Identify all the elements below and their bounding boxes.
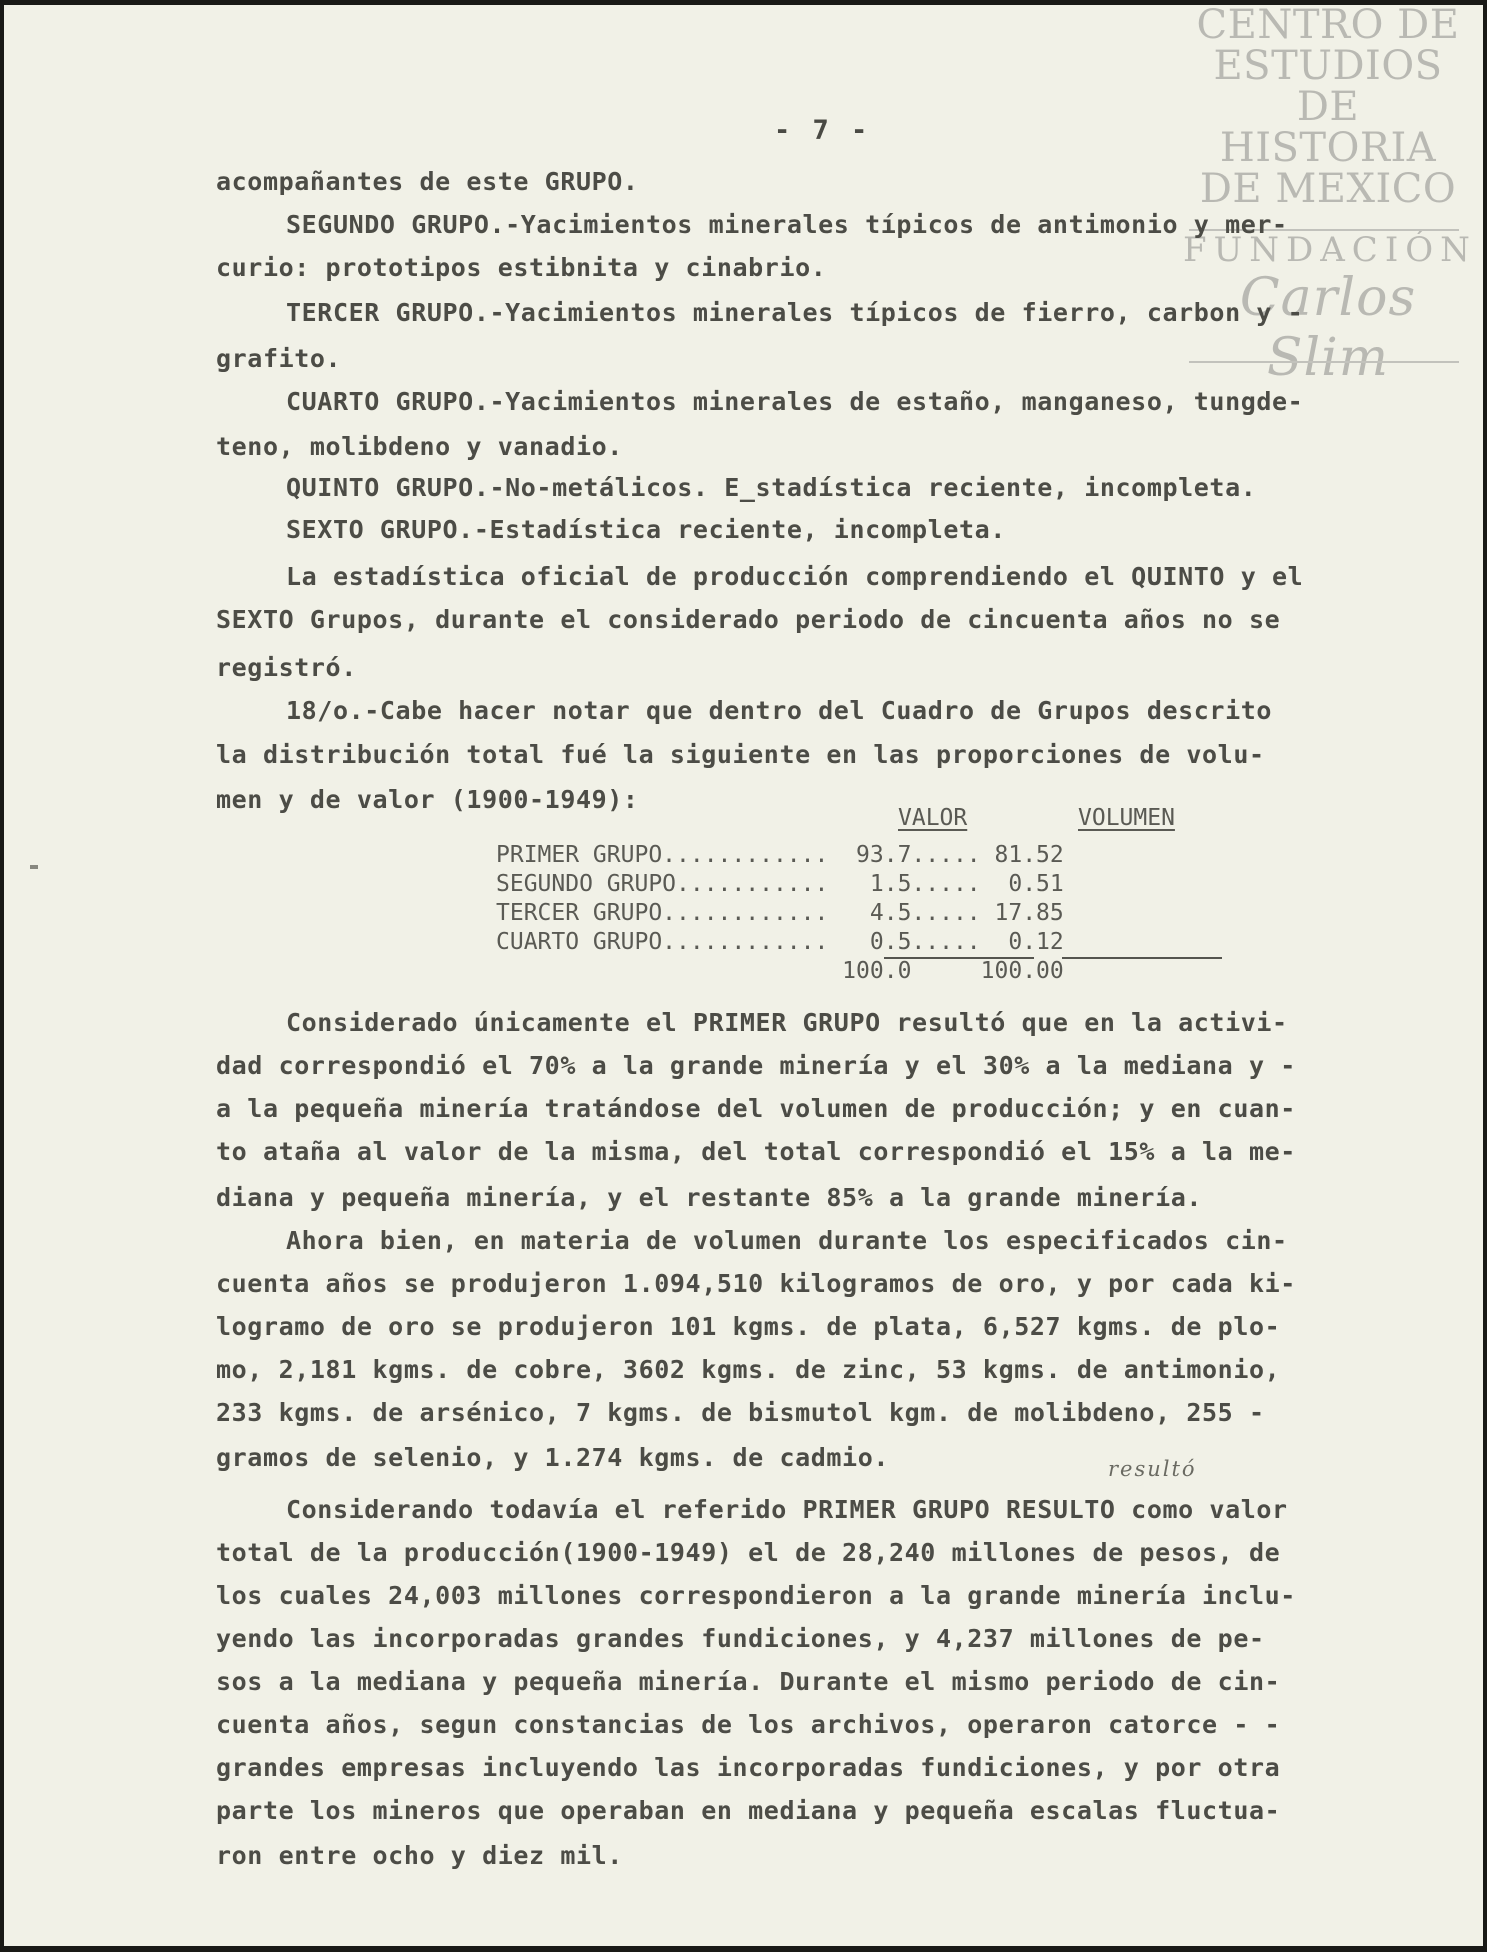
text-line: acompañantes de este GRUPO. [216,167,639,196]
text-line: a la pequeña minería tratándose del volumen de producción; y en cuan- [216,1094,1296,1123]
text-line: TERCER GRUPO.-Yacimientos minerales típicos de fierro, carbon y - [286,298,1304,327]
text-line: 233 kgms. de arsénico, 7 kgms. de bismutol kgm. de molibdeno, 255 - [216,1398,1265,1427]
watermark-line-4: DE MEXICO [1199,166,1457,212]
text-line: ron entre ocho y diez mil. [216,1841,623,1870]
text-line: to ataña al valor de la misma, del total correspondió el 15% a la me- [216,1137,1296,1166]
watermark-divider-bottom [1189,361,1459,363]
text-line: la distribución total fué la siguiente en las proporciones de volu- [216,740,1265,769]
table-row: PRIMER GRUPO............ 93.7..... 81.52 [496,842,1064,868]
text-line: los cuales 24,003 millones correspondieron a la grande minería inclu- [216,1581,1296,1610]
text-line: parte los mineros que operaban en mediana y pequeña escalas fluctua- [216,1796,1281,1825]
text-line: CUARTO GRUPO.-Yacimientos minerales de estaño, manganeso, tungde- [286,387,1304,416]
archive-watermark [1183,5,1477,388]
distribution-table [496,805,1256,985]
handwritten-annotation: resultó [1108,1457,1197,1481]
text-line: SEXTO GRUPO.-Estadística reciente, incompleta. [286,515,1006,544]
text-line: QUINTO GRUPO.-No-metálicos. E_stadística reciente, incompleta. [286,473,1257,502]
table-total-row: 100.0 100.00 [496,958,1064,984]
text-line: La estadística oficial de producción comprendiendo el QUINTO y el [286,562,1304,591]
text-line: dad correspondió el 70% a la grande minería y el 30% a la mediana y - [216,1051,1296,1080]
text-line: teno, molibdeno y vanadio. [216,432,623,461]
watermark-line-5: FUNDACIÓN [1183,230,1477,270]
text-line: grafito. [216,344,342,373]
text-line: mo, 2,181 kgms. de cobre, 3602 kgms. de zinc, 53 kgms. de antimonio, [216,1355,1281,1384]
text-line: 18/o.-Cabe hacer notar que dentro del Cuadro de Grupos descrito [286,696,1273,725]
text-line: Considerado únicamente el PRIMER GRUPO resultó que en la activi- [286,1008,1288,1037]
watermark-line-1: CENTRO DE [1196,5,1460,48]
column-header-volumen: VOLUMEN [1078,805,1175,831]
text-line: registró. [216,653,357,682]
text-line: SEGUNDO GRUPO.-Yacimientos minerales típicos de antimonio y mer- [286,210,1288,239]
text-line: diana y pequeña minería, y el restante 85% a la grande minería. [216,1183,1203,1212]
text-line: cuenta años, segun constancias de los archivos, operaron catorce - - [216,1710,1281,1739]
text-line: men y de valor (1900-1949): [216,785,639,814]
watermark-line-3: DE HISTORIA [1219,84,1437,171]
sum-rule-volumen [1062,957,1222,959]
text-line: yendo las incorporadas grandes fundiciones, y 4,237 millones de pe- [216,1624,1265,1653]
watermark-signature: Carlos Slim [1239,268,1417,388]
text-line: sos a la mediana y pequeña minería. Durante el mismo periodo de cin- [216,1667,1281,1696]
text-line: logramo de oro se produjeron 101 kgms. de plata, 6,527 kgms. de plo- [216,1312,1281,1341]
table-row: TERCER GRUPO............ 4.5..... 17.85 [496,900,1064,926]
text-line: cuenta años se produjeron 1.094,510 kilogramos de oro, y por cada ki- [216,1269,1296,1298]
text-line: Considerando todavía el referido PRIMER GRUPO RESULTO como valor [286,1495,1288,1524]
table-row: CUARTO GRUPO............ 0.5..... 0.12 [496,929,1064,955]
margin-mark [30,865,38,869]
watermark-line-2: ESTUDIOS [1213,43,1443,89]
document-page [4,5,1483,1946]
text-line: grandes empresas incluyendo las incorporadas fundiciones, y por otra [216,1753,1281,1782]
table-row: SEGUNDO GRUPO........... 1.5..... 0.51 [496,871,1064,897]
text-line: curio: prototipos estibnita y cinabrio. [216,253,827,282]
text-line: Ahora bien, en materia de volumen durante los especificados cin- [286,1226,1288,1255]
text-line: total de la producción(1900-1949) el de 28,240 millones de pesos, de [216,1538,1281,1567]
column-header-valor: VALOR [898,805,968,831]
text-line: SEXTO Grupos, durante el considerado periodo de cincuenta años no se [216,605,1281,634]
text-line: gramos de selenio, y 1.274 kgms. de cadmio. [216,1443,890,1472]
page-number: - 7 - [774,115,871,146]
